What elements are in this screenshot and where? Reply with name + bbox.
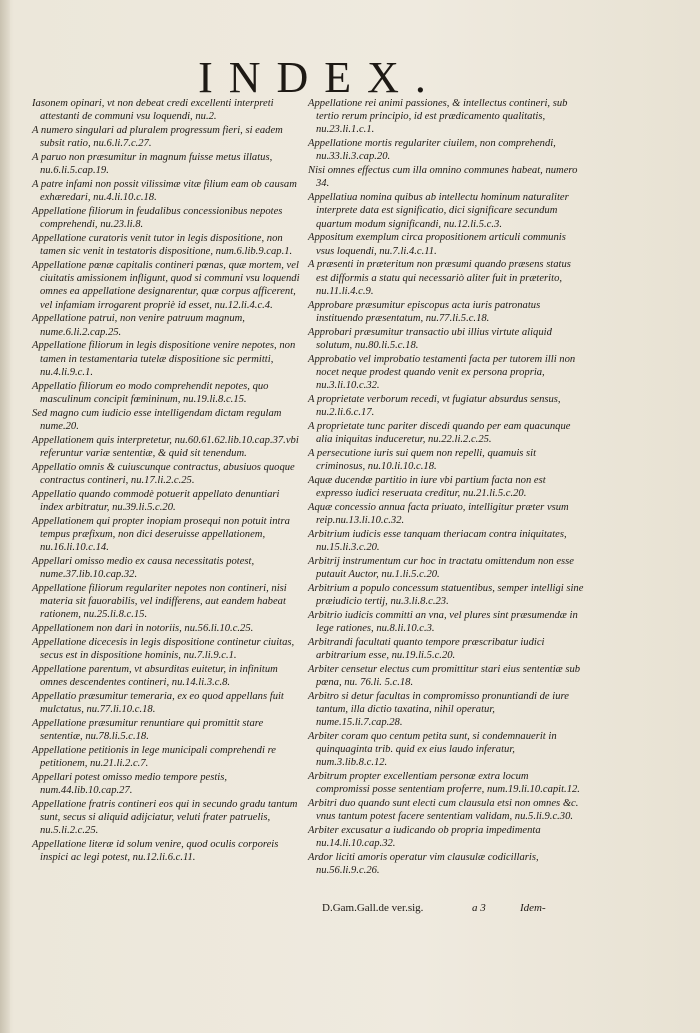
index-entry: Appellatione parentum, vt absurditas euitetur, in infinitum omnes descendentes contineri, nu.14.li.3.c.8.: [32, 663, 278, 689]
index-entry: Aquæ concessio annua facta priuato, intelligitur præter vsum reip.nu.13.li.10.c.32.: [308, 501, 569, 527]
index-entry: Sed magno cum iudicio esse intelligendam dictam regulam nume.20.: [32, 407, 282, 432]
page-gutter: [0, 0, 10, 1033]
index-entry: Approbatio vel improbatio testamenti facta per tutorem illi non nocet neque prodest quando venit ex persona propria, nu.3.li.10.c.32.: [308, 353, 576, 392]
index-entry: Appellatiua nomina quibus ab intellectu hominum naturaliter interprete data est significatio, dici significare secundum quartum modum significandi, nu.12.li.5.c.3.: [308, 192, 569, 230]
index-entry: Iasonem opinari, vt non debeat credi excellenti interpreti attestanti de communi vsu loquendi, nu.2.: [32, 98, 274, 123]
index-entry: Appellatione fratris contineri eos qui in secundo gradu tantum sunt, secus si aliquid adijciatur, veluti frater patruelis, nu.5.li.2.c.25.: [32, 798, 298, 837]
index-entry: Appositum exemplum circa propositionem articuli communis vsus loquendi, nu.7.li.4.c.11.: [308, 232, 566, 257]
index-entry: A proprietate tunc pariter discedi quando per eam quacunque alia iniquitas induceretur, nu.22.li.2.c.25.: [308, 420, 571, 446]
index-entry: Appellari potest omisso medio tempore pestis, num.44.lib.10.cap.27.: [32, 771, 227, 797]
index-entry: Appellatione mortis regulariter ciuilem, non comprehendi, nu.33.li.3.cap.20.: [308, 138, 556, 163]
index-entry: A proprietate verborum recedi, vt fugiatur absurdus sensus, nu.2.li.6.c.17.: [308, 393, 561, 419]
index-entry: Approbare præsumitur episcopus acta iuris patronatus instituendo præsentatum, nu.77.li.5.c.18.: [308, 299, 541, 324]
index-entry: Arbitrium iudicis esse tanquam theriacam contra iniquitates, nu.15.li.3.c.20.: [308, 528, 567, 554]
page-title: INDEX.: [198, 53, 442, 102]
index-entry: Approbari præsumitur transactio ubi illius virtute aliquid solutum, nu.80.li.5.c.18.: [308, 326, 552, 351]
index-entry: Arbitrum propter excellentiam personæ extra locum compromissi posse sententiam proferre, num.19.li.10.capit.12.: [308, 771, 580, 796]
index-entry: Appellatione literæ id solum venire, quod oculis corporeis inspici ac legi potest, nu.12.li.6.c.11.: [32, 839, 279, 864]
index-entry: Appellatione patrui, non venire patruum magnum, nume.6.li.2.cap.25.: [32, 313, 245, 338]
index-entry: Appellationem quis interpretetur, nu.60.61.62.lib.10.cap.37.vbi referuntur variæ sententiæ, & quid sit tenendum.: [32, 434, 299, 459]
index-entry: Arbiter excusatur a iudicando ob propria impedimenta nu.14.li.10.cap.32.: [308, 825, 541, 850]
index-column-right: [308, 97, 584, 878]
index-entry: Appellatione rei animi passiones, & intellectus contineri, sub tertio rerum principio, id est prædicamento qualitatis, nu.23.li.1.c.1.: [308, 98, 568, 136]
index-entry: Appellatione præsumitur renuntiare qui promittit stare sententiæ, nu.78.li.5.c.18.: [32, 717, 264, 743]
catchword: Idem-: [520, 902, 546, 914]
index-entry: A præsenti in præteritum non præsumi quando præsens status est difformis a statu qui necessariò aliter fuit in præterito, nu.11.li.4.c.9.: [308, 259, 571, 297]
index-entry: Ardor liciti amoris operatur vim clausulæ codicillaris, nu.56.li.9.c.26.: [308, 852, 539, 877]
index-entry: A paruo non præsumitur in magnum fuisse metus illatus, nu.6.li.5.cap.19.: [32, 152, 273, 177]
index-entry: Appellationem qui propter inopiam prosequi non potuit intra tempus præfixum, non dici deseruisse appellationem, nu.16.li.10.c.14.: [32, 515, 290, 554]
index-entry: A numero singulari ad pluralem progressum fieri, si eadem subsit ratio, nu.6.li.7.c.27.: [32, 125, 283, 150]
page-footer: [322, 902, 592, 920]
index-entry: Nisi omnes effectus cum illa omnino communes habeat, numero 34.: [308, 165, 578, 190]
index-entry: Aquæ ducendæ partitio in iure vbi partium facta non est expresso iudici reseruata creditur, nu.21.li.5.c.20.: [308, 474, 546, 500]
index-entry: A patre infami non possit vilissimæ vitæ filium eam ob causam exhæredari, nu.4.li.10.c.18.: [32, 179, 297, 204]
index-entry: Appellatione filiorum regulariter nepotes non contineri, nisi materia sit fauorabilis, vel indifferens, aut eandem habeat rationem, nu.25.li.8.c.15.: [32, 582, 287, 621]
index-entry: Appellatione petitionis in lege municipali comprehendi re petitionem, nu.21.li.2.c.7.: [32, 744, 276, 770]
index-entry: Arbitrium a populo concessum statuentibus, semper intelligi sine præiudicio tertij, nu.3.li.8.c.23.: [308, 582, 584, 608]
index-entry: Appellari omisso medio ex causa necessitatis potest, nume.37.lib.10.cap.32.: [32, 555, 255, 581]
index-entry: Appellatione pœnæ capitalis contineri pœnas, quæ mortem, vel ciuitatis amissionem infligunt, quod si communi vsu loquendi omnes ea appellatione designarentur, quæ corpus afficerent, vel infamiam irrogarent propriè id esset, nu.12.li.4.c.4.: [32, 260, 300, 311]
index-entry: A persecutione iuris sui quem non repelli, quamuis sit criminosus, nu.10.li.10.c.18.: [308, 447, 537, 473]
index-entry: Appellatio quando commodè potuerit appellato denuntiari index arbitratur, nu.39.li.5.c.20.: [32, 488, 280, 513]
index-entry: Arbitrio iudicis committi an vna, vel plures sint præsumendæ in lege rationes, nu.8.li.10.c.3.: [308, 609, 578, 635]
index-entry: Arbitrandi facultati quanto tempore præscribatur iudici arbitrarium esse, nu.19.li.5.c.20.: [308, 636, 545, 662]
index-entry: Appellatione filiorum in feudalibus concessionibus nepotes comprehendi, nu.23.li.8.: [32, 206, 283, 231]
index-entry: Arbitro si detur facultas in compromisso pronuntiandi de iure tantum, illa dictio taxatina, nihil operatur, nume.15.li.7.cap.28.: [308, 690, 569, 729]
index-entry: Arbitrij instrumentum cur hoc in tractatu omittendum non esse putauit Auctor, nu.1.li.5.c.20.: [308, 555, 575, 581]
index-entry: Appellatione dicecesis in legis dispositione continetur ciuitas, secus est in dispositione hominis, nu.7.li.9.c.1.: [32, 636, 295, 662]
index-entry: Appellatione curatoris venit tutor in legis dispositione, non tamen sic venit in testatoris dispositione, num.6.lib.9.cap.1.: [32, 233, 293, 258]
index-entry: Arbiter coram quo centum petita sunt, si condemnauerit in quinquaginta trib. quid ex eius laudo inferatur, num.3.lib.8.c.12.: [308, 731, 557, 769]
index-column-left: [32, 97, 302, 865]
index-entry: Appellatio præsumitur temeraria, ex eo quod appellans fuit mulctatus, nu.77.li.10.c.18.: [32, 690, 284, 716]
index-entry: Appellationem non dari in notoriis, nu.56.li.10.c.25.: [32, 623, 254, 635]
index-entry: Appellatio filiorum eo modo comprehendit nepotes, quo masculinum concipit fœmininum, nu.19.li.8.c.15.: [32, 380, 269, 405]
printer-signature: D.Gam.Gall.de ver.sig.: [322, 902, 424, 914]
index-entry: Arbiter censetur electus cum promittitur stari eius sententiæ sub pœna, nu. 76.li. 5.c.18.: [308, 663, 581, 689]
index-entry: Arbitri duo quando sunt electi cum clausula etsi non omnes &c. vnus tantum potest facere sententiam validam, nu.5.li.9.c.30.: [308, 798, 579, 823]
index-entry: Appellatio omnis & cuiuscunque contractus, abusiuos quoque contractus contineri, nu.17.li.2.c.25.: [32, 461, 295, 486]
signature-mark: a 3: [472, 902, 486, 914]
index-entry: Appellatione filiorum in legis dispositione venire nepotes, non tamen in testamentaria tutelæ dispositione sic permitti, nu.4.li.9.c.1.: [32, 340, 296, 378]
